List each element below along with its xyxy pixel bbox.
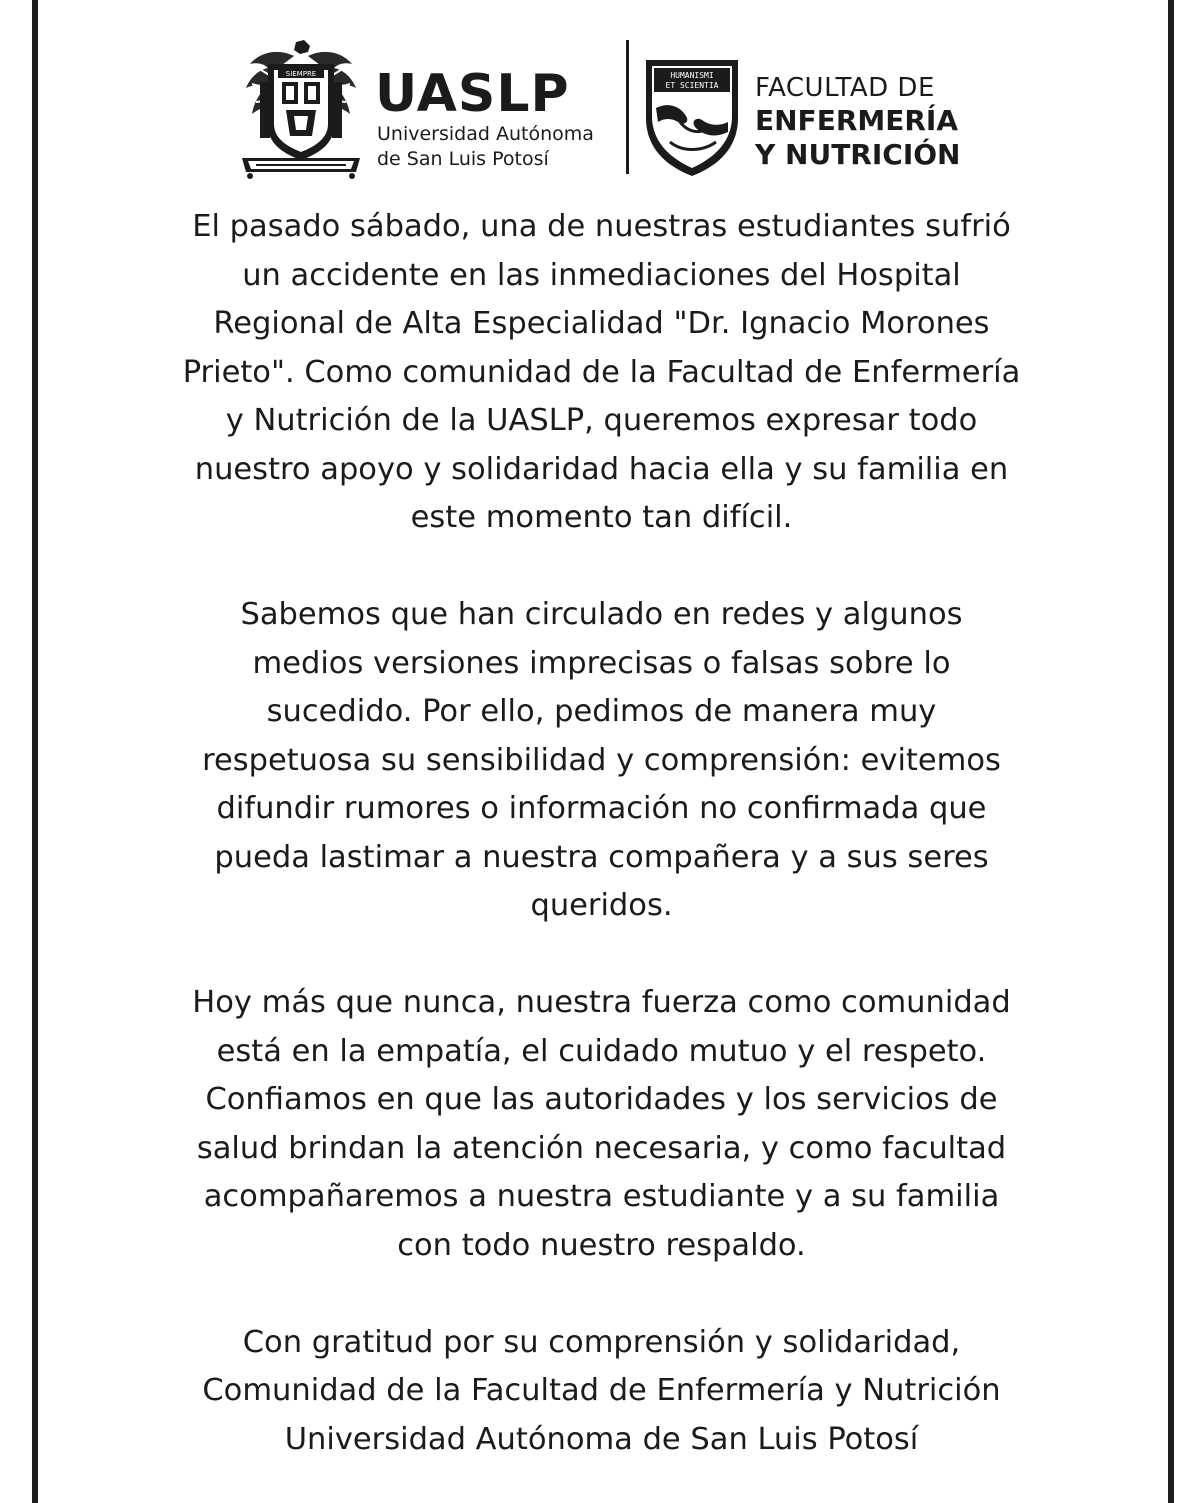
paragraph-line: un accidente en las inmediaciones del Hospital xyxy=(242,257,961,293)
paragraph-gap xyxy=(40,1270,1163,1319)
faculty-name-line2: ENFERMERÍA xyxy=(755,104,959,137)
closing-line: Comunidad de la Facultad de Enfermería y Nutrición xyxy=(202,1373,1001,1408)
faculty-name xyxy=(755,72,960,172)
paragraph-line: respetuosa su sensibilidad y comprensión: evitemos xyxy=(202,742,1001,778)
paragraph-line: y Nutrición de la UASLP, queremos expresar todo xyxy=(225,403,978,438)
paragraph-line: está en la empatía, el cuidado mutuo y el respeto. xyxy=(216,1033,987,1069)
paragraph-line: Sabemos que han circulado en redes y algunos xyxy=(240,597,963,632)
frame-right-border xyxy=(1168,0,1174,1503)
paragraph-line: Regional de Alta Especialidad "Dr. Ignacio Morones xyxy=(213,306,990,341)
paragraph-line: sucedido. Por ello, pedimos de manera muy xyxy=(266,694,937,729)
paragraph-line: Confiamos en que las autoridades y los servicios de xyxy=(205,1082,998,1117)
paragraph-2 xyxy=(40,591,1163,931)
frame-left-border xyxy=(32,0,38,1503)
header-logos xyxy=(0,34,1203,184)
paragraph-line: Hoy más que nunca, nuestra fuerza como comunidad xyxy=(192,985,1011,1020)
university-name-line2: de San Luis Potosí xyxy=(377,148,549,170)
faculty-name-line1: FACULTAD DE xyxy=(755,73,935,103)
paragraph-line: salud brindan la atención necesaria, y como facultad xyxy=(196,1130,1007,1166)
faculty-motto-line1: HUMANISMI xyxy=(670,71,714,80)
paragraph-line: medios versiones imprecisas o falsas sobre lo xyxy=(252,645,951,681)
paragraph-line: con todo nuestro respaldo. xyxy=(397,1227,806,1263)
uaslp-wordmark: UASLP xyxy=(375,64,570,124)
university-name-line1: Universidad Autónoma xyxy=(377,123,594,145)
paragraph-3 xyxy=(40,979,1163,1270)
paragraph-line: El pasado sábado, una de nuestras estudiantes sufrió xyxy=(192,209,1011,244)
university-name xyxy=(377,122,594,172)
paragraph-line: nuestro apoyo y solidaridad hacia ella y su familia en xyxy=(194,451,1009,487)
paragraph-gap xyxy=(40,543,1163,592)
closing-line: Con gratitud por su comprensión y solidaridad, xyxy=(242,1324,961,1360)
closing-line: Universidad Autónoma de San Luis Potosí xyxy=(284,1421,919,1457)
faculty-shield-icon xyxy=(640,56,744,180)
svg-text:SIEMPRE: SIEMPRE xyxy=(285,70,317,78)
closing-signature xyxy=(40,1319,1163,1465)
statement-body xyxy=(40,203,1163,1464)
header-divider xyxy=(626,40,629,174)
paragraph-line: acompañaremos a nuestra estudiante y a su familia xyxy=(203,1179,1000,1214)
faculty-name-line3: Y NUTRICIÓN xyxy=(755,138,961,171)
uaslp-crest-icon xyxy=(238,38,364,180)
paragraph-line: pueda lastimar a nuestra compañera y a sus seres xyxy=(214,839,989,875)
paragraph-line: este momento tan difícil. xyxy=(410,500,793,535)
faculty-motto-line2: ET SCIENTIA xyxy=(665,81,719,90)
paragraph-gap xyxy=(40,931,1163,980)
paragraph-1 xyxy=(40,203,1163,543)
paragraph-line: difundir rumores o información no confirmada que xyxy=(216,791,987,826)
paragraph-line: Prieto". Como comunidad de la Facultad de Enfermería xyxy=(182,354,1021,390)
paragraph-line: queridos. xyxy=(530,888,673,923)
